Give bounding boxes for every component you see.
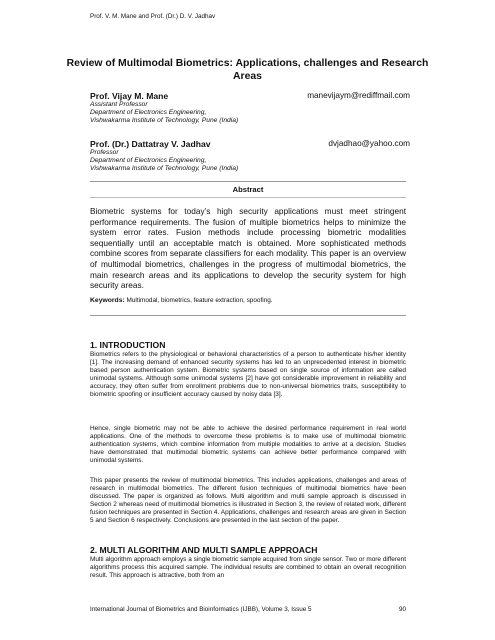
author-institute: Vishwakarma Institute of Technology, Pune (India) [90,165,239,173]
paragraph: Biometrics refers to the physiological or behavioral characteristics of a person to authenticate his/her identity [1]. The increasing demand of enhanced security systems has led to an unprecedented interest in biometric based person authentication system. Biometric systems based on single source of information are called unimodal systems. Although some unimodal systems [2] have got considerable improvement in reliability and accuracy, they often suffer from enrollment problems due to non-universal biometrics traits, susceptibility to biometric spoofing or insufficient accuracy caused by noisy data [3]. [90,351,406,399]
author-email[interactable]: manevijaym@rediffmail.com [307,91,410,100]
page-footer [90,606,406,613]
paragraph: Multi algorithm approach employs a single biometric sample acquired from single sensor. Two or more different algorithms process this acquired sample. The individual results are combined to obtain an overall recognition result. This approach is attractive, both from an [90,556,406,580]
author-block [90,139,410,173]
author-name: Prof. Vijay M. Mane [90,91,169,101]
author-institute: Vishwakarma Institute of Technology, Pune (India) [90,117,239,125]
paper-title: Review of Multimodal Biometrics: Applications, challenges and Research Areas [66,58,429,82]
paragraph: This paper presents the review of multimodal biometrics. This includes applications, challenges and areas of research in multimodal biometrics. The different fusion techniques of multimodal biometrics have been discussed. The paper is organized as follows. Multi algorithm and multi sample approach is discussed in Section 2 whereas need of multimodal biometrics is illustrated in Section 3, the review of related work, different fusion techniques are presented in Section 4. Applications, challenges and research areas are given in Section 5 and Section 6 respectively. Conclusions are presented in the last section of the paper. [90,477,406,525]
section-heading-multi-algorithm: 2. MULTI ALGORITHM AND MULTI SAMPLE APPROACH [90,545,318,555]
abstract-text: Biometric systems for today’s high security applications must meet stringent performance requirements. The fusion of multiple biometrics helps to minimize the system error rates. Fusion methods include processing biometric modalities sequentially until an acceptable match is obtained. More sophisticated methods combine scores from separate classifiers for each modality. This paper is an overview of multimodal biometrics, challenges in the progress of multimodal biometrics, the main research areas and its applications to develop the security system for high security areas. [90,206,406,291]
author-department: Department of Electronics Engineering, [90,109,207,117]
author-block [90,91,410,125]
author-position: Assistant Professor [90,101,148,108]
author-name: Prof. (Dr.) Dattatray V. Jadhav [90,139,211,149]
section-heading-introduction: 1. INTRODUCTION [90,340,166,350]
keywords-text: Multimodal, biometrics, feature extraction, spoofing. [126,297,273,304]
abstract-bottom-rule [90,315,406,316]
author-email[interactable]: dvjadhao@yahoo.com [328,139,410,148]
keywords [90,297,406,304]
abstract-divider [90,197,406,198]
abstract-heading: Abstract [232,185,264,194]
paragraph: Hence, single biometric may not be able to achieve the desired performance requirement in real world applications. One of the methods to overcome these problems is to make use of multimodal biometric authentication systems, which combine information from multiple modalities to arrive at a decision. Studies have demonstrated that multimodal biometric systems can achieve better performance compared with unimodal systems. [90,425,406,465]
page-number: 90 [398,606,406,613]
footer-journal: International Journal of Biometrics and Bioinformatics (IJBB), Volume 3, Issue 5 [90,606,312,613]
author-department: Department of Electronics Engineering, [90,157,207,165]
author-position: Professor [90,149,119,156]
abstract-top-rule [90,181,406,182]
running-head: Prof. V. M. Mane and Prof. (Dr.) D. V. Jadhav [90,13,216,20]
keywords-label: Keywords: [90,297,125,304]
